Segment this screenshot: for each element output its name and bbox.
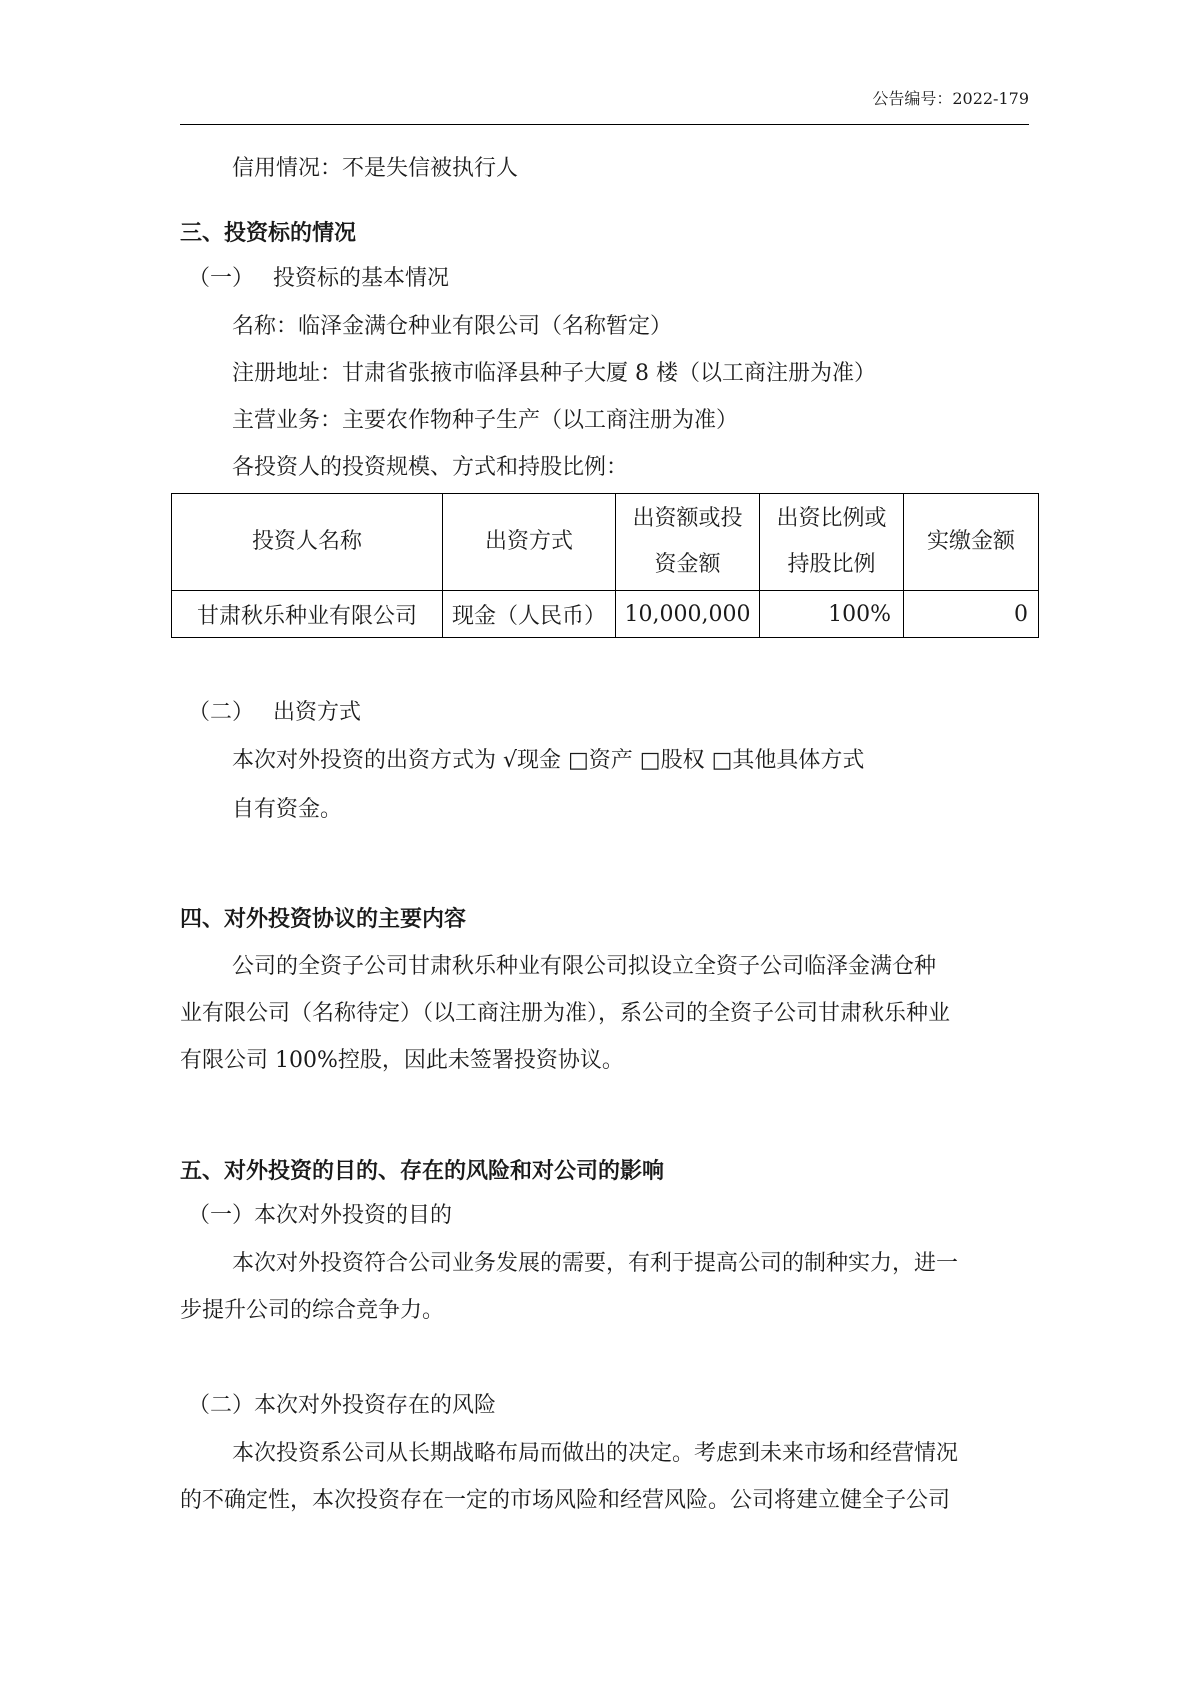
section-3-title: 三、投资标的情况 <box>180 220 357 246</box>
header-share-ratio-line2: 持股比例 <box>787 552 876 577</box>
section-4-line: 业有限公司（名称待定）（以工商注册为准），系公司的全资子公司甘肃秋乐种业 <box>180 1001 951 1026</box>
table-header-row <box>172 494 1039 591</box>
header-share-ratio-line1: 出资比例或 <box>776 506 887 531</box>
cell-investor-name: 甘肃秋乐种业有限公司 <box>172 591 443 638</box>
cell-paid-in-amount: 0 <box>904 591 1039 638</box>
section-5-title: 五、对外投资的目的、存在的风险和对公司的影响 <box>180 1158 665 1184</box>
notice-number: 公告编号：2022-179 <box>872 89 1029 108</box>
header-share-ratio <box>760 494 904 591</box>
section-5-2-line: 本次投资系公司从长期战略布局而做出的决定。考虑到未来市场和经营情况 <box>232 1441 959 1466</box>
main-business-line: 主营业务：主要农作物种子生产（以工商注册为准） <box>232 408 739 433</box>
section-4-line: 公司的全资子公司甘肃秋乐种业有限公司拟设立全资子公司临泽金满仓种 <box>232 954 937 979</box>
header-contribution-method: 出资方式 <box>443 494 616 591</box>
section-5-1-line: 本次对外投资符合公司业务发展的需要，有利于提高公司的制种实力，进一 <box>232 1251 959 1276</box>
cell-investment-amount: 10,000,000 <box>616 591 760 638</box>
cell-contribution-method: 现金（人民币） <box>443 591 616 638</box>
section-4-line: 有限公司 100%控股，因此未签署投资协议。 <box>180 1048 624 1073</box>
section-4-title: 四、对外投资协议的主要内容 <box>180 906 467 932</box>
contribution-method-line: 本次对外投资的出资方式为 √现金 □资产 □股权 □其他具体方式 <box>232 748 865 773</box>
section-3-1-title: 投资标的基本情况 <box>273 266 450 291</box>
credit-status: 信用情况：不是失信被执行人 <box>232 156 519 181</box>
section-3-2-number: （二） <box>188 700 255 725</box>
header-investment-amount <box>616 494 760 591</box>
company-name-line: 名称：临泽金满仓种业有限公司（名称暂定） <box>232 314 673 339</box>
section-5-1-title: （一）本次对外投资的目的 <box>188 1203 453 1228</box>
section-5-2-line: 的不确定性，本次投资存在一定的市场风险和经营风险。公司将建立健全子公司 <box>180 1488 951 1513</box>
registered-address-line: 注册地址：甘肃省张掖市临泽县种子大厦 8 楼（以工商注册为准） <box>232 361 876 386</box>
header-paid-in-amount: 实缴金额 <box>904 494 1039 591</box>
investor-table <box>171 493 1039 638</box>
section-3-1-number: （一） <box>188 266 255 291</box>
header-investment-amount-line1: 出资额或投 <box>632 506 743 531</box>
table-intro: 各投资人的投资规模、方式和持股比例： <box>232 455 629 480</box>
table-row <box>172 591 1039 638</box>
cell-share-ratio: 100% <box>760 591 904 638</box>
section-5-1-line: 步提升公司的综合竞争力。 <box>180 1298 445 1323</box>
header-investment-amount-line2: 资金额 <box>654 552 721 577</box>
section-3-2-title: 出资方式 <box>273 700 362 725</box>
header-investor-name: 投资人名称 <box>172 494 443 591</box>
contribution-method-detail: 自有资金。 <box>232 797 343 822</box>
header-rule <box>180 124 1029 125</box>
section-5-2-title: （二）本次对外投资存在的风险 <box>188 1393 497 1418</box>
